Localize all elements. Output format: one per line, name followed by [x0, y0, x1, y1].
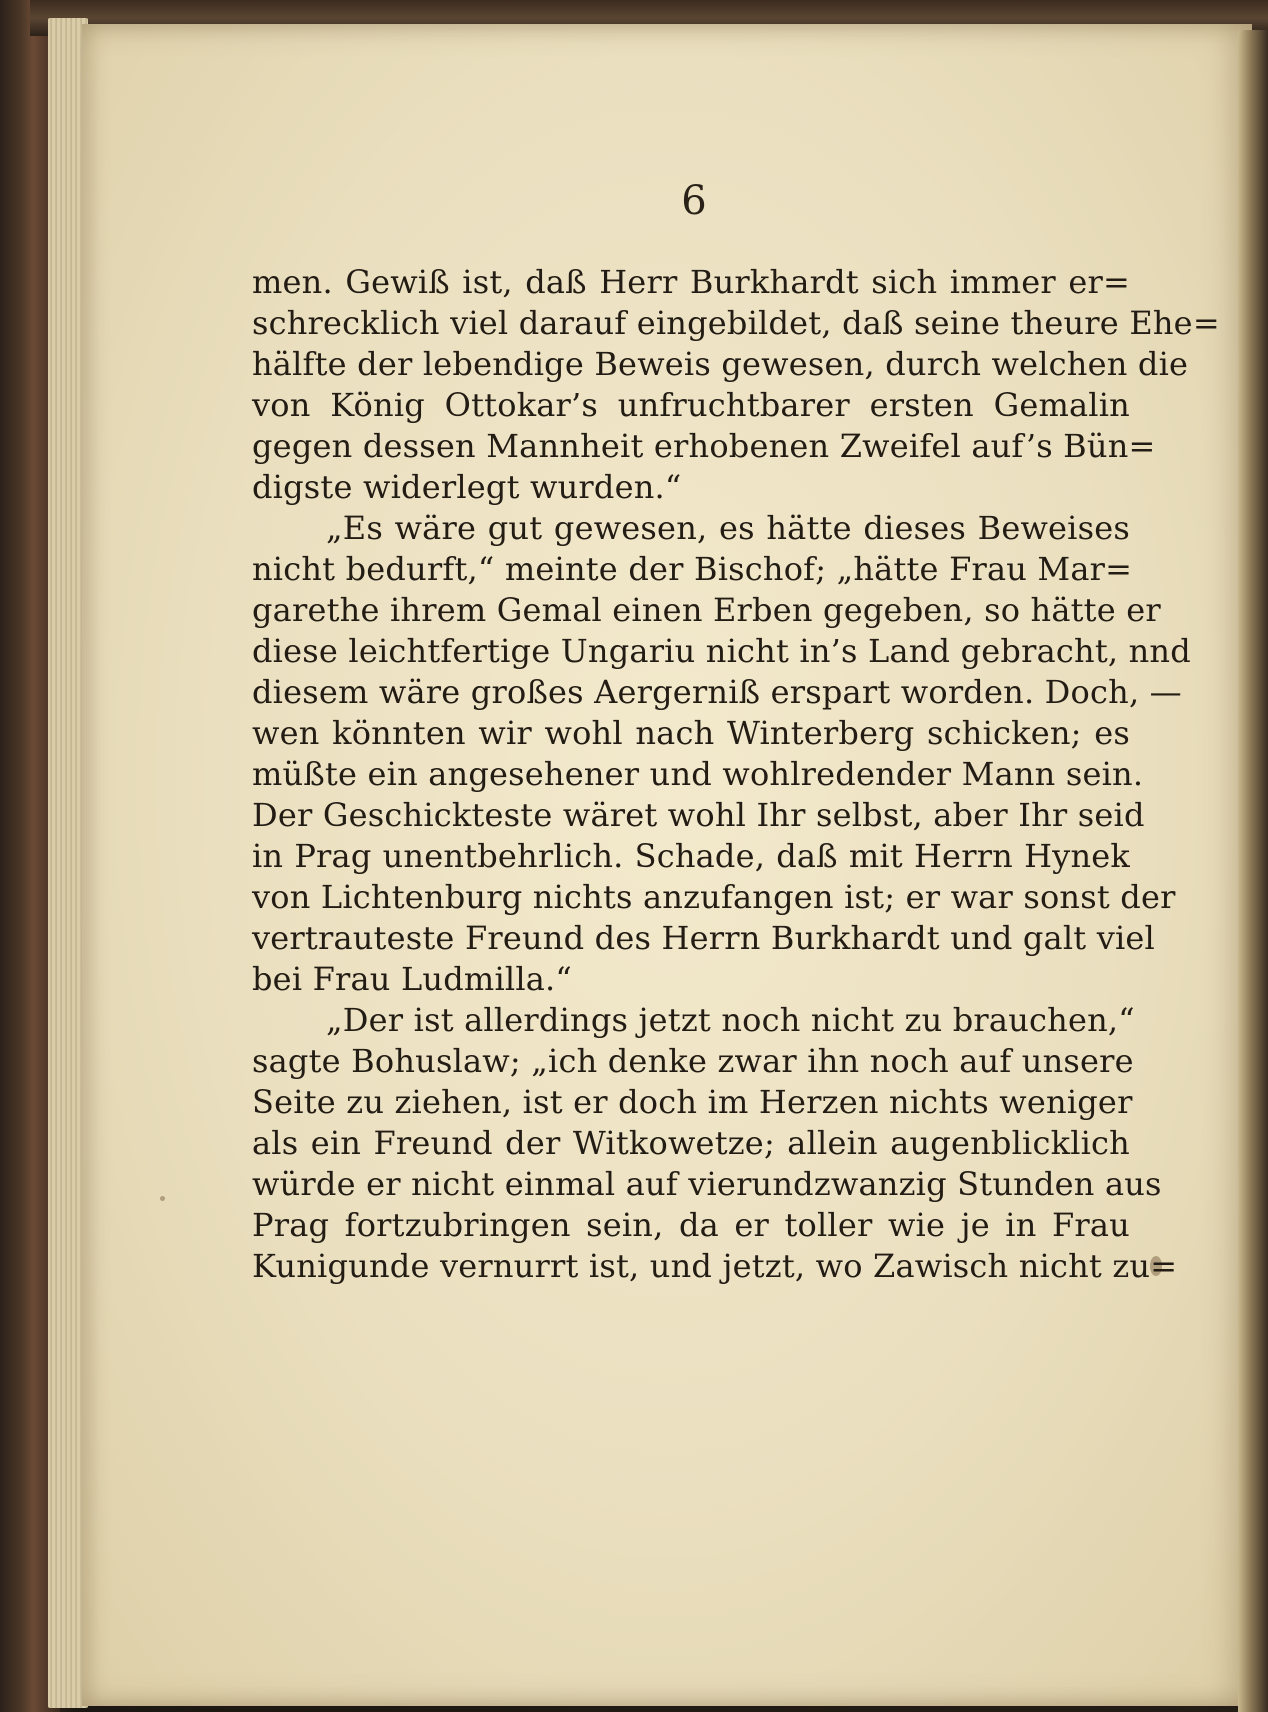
- text-line: men. Gewiß ist, daß Herr Burkhardt sich immer er=: [252, 263, 1130, 301]
- text-line: sagte Bohuslaw; „ich denke zwar ihn noch auf unsere: [252, 1042, 1134, 1080]
- text-line: diesem wäre großes Aergerniß erspart worden. Doch, —: [252, 673, 1182, 711]
- text-line: „Der ist allerdings jetzt noch nicht zu brauchen,“: [326, 1001, 1135, 1039]
- text-line: würde er nicht einmal auf vierundzwanzig Stunden aus: [252, 1165, 1162, 1203]
- text-line: wen könnten wir wohl nach Winterberg schicken; es: [252, 714, 1130, 752]
- text-line: Prag fortzubringen sein, da er toller wie je in Frau: [252, 1206, 1130, 1244]
- text-line: von Lichtenburg nichts anzufangen ist; er war sonst der: [252, 878, 1176, 916]
- text-line: Seite zu ziehen, ist er doch im Herzen nichts weniger: [252, 1083, 1133, 1121]
- text-line: in Prag unentbehrlich. Schade, daß mit Herrn Hynek: [252, 837, 1130, 875]
- page-number: 6: [681, 178, 707, 224]
- text-line: Der Geschickteste wäret wohl Ihr selbst, aber Ihr seid: [252, 796, 1145, 834]
- text-line: diese leichtfertige Ungariu nicht in’s Land gebracht, nnd: [252, 632, 1191, 670]
- body-text: [252, 262, 1220, 1287]
- text-line: von König Ottokar’s unfruchtbarer ersten Gemalin: [252, 386, 1130, 424]
- stain-spot: [160, 1196, 165, 1201]
- text-line: gegen dessen Mannheit erhobenen Zweifel auf’s Bün=: [252, 427, 1156, 465]
- text-line: digste widerlegt wurden.“: [252, 468, 682, 506]
- text-line: bei Frau Ludmilla.“: [252, 960, 572, 998]
- text-line: nicht bedurft,“ meinte der Bischof; „hätte Frau Mar=: [252, 550, 1133, 588]
- text-line: Kunigunde vernurrt ist, und jetzt, wo Zawisch nicht zu=: [252, 1247, 1178, 1285]
- page-gutter-right: [1238, 30, 1268, 1712]
- text-line: vertrauteste Freund des Herrn Burkhardt und galt viel: [252, 919, 1155, 957]
- text-line: garethe ihrem Gemal einen Erben gegeben, so hätte er: [252, 591, 1161, 629]
- text-line: als ein Freund der Witkowetze; allein augenblicklich: [252, 1124, 1130, 1162]
- text-line: „Es wäre gut gewesen, es hätte dieses Beweises: [326, 509, 1130, 547]
- text-line: müßte ein angesehener und wohlredender Mann sein.: [252, 755, 1144, 793]
- text-line: hälfte der lebendige Beweis gewesen, durch welchen die: [252, 345, 1189, 383]
- text-line: schrecklich viel darauf eingebildet, daß seine theure Ehe=: [252, 304, 1220, 342]
